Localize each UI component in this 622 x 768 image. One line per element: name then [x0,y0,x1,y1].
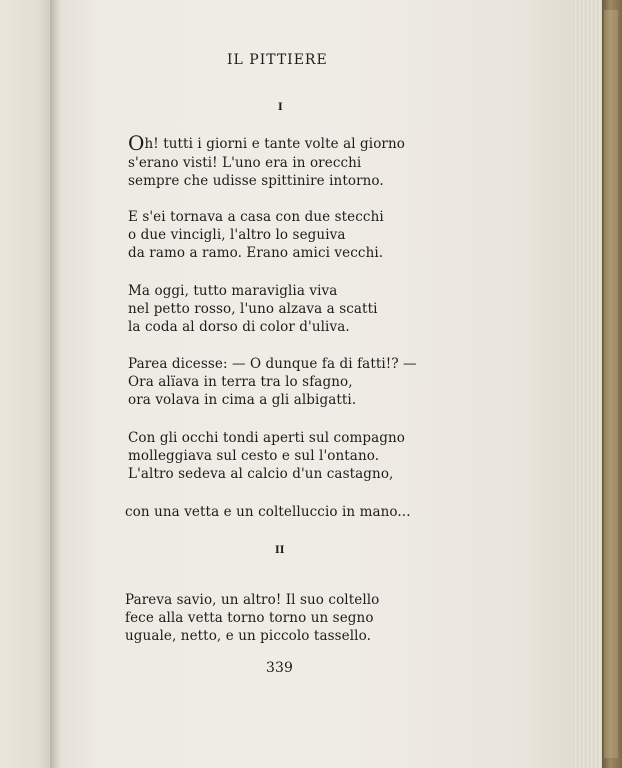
poem-line: E s'ei tornava a casa con due stecchi [128,209,384,225]
poem-line: nel petto rosso, l'uno alzava a scatti [128,301,378,317]
poem-line: molleggiava sul cesto e sul l'ontano. [128,448,380,464]
poem-line: Pareva savio, un altro! Il suo coltello [125,592,380,608]
poem-line: la coda al dorso di color d'uliva. [128,319,350,335]
poem-line: Parea dicesse: — O dunque fa di fatti!? — [128,356,417,372]
poem-line: Con gli occhi tondi aperti sul compagno [128,430,406,446]
page-edges [572,0,602,768]
section-number-2: II [275,545,285,556]
poem-line: s'erano visti! L'uno era in orecchi [128,155,362,171]
page-number: 339 [266,660,294,676]
poem-line-text: h! tutti i giorni e tante volte al giorno [144,136,405,152]
poem-line: sempre che udisse spittinire intorno. [128,173,384,189]
poem-title: IL PITTIERE [227,52,328,68]
poem-line: uguale, netto, e un piccolo tassello. [125,628,371,644]
cover-shadow [604,10,618,758]
poem-line: fece alla vetta torno torno un segno [125,610,374,626]
poem-line: Ora alïava in terra tra lo sfagno, [128,374,353,390]
facing-page [0,0,54,768]
poem-line: Ma oggi, tutto maraviglia viva [128,283,338,299]
poem-line: o due vincigli, l'altro lo seguiva [128,227,346,243]
poem-line: da ramo a ramo. Erano amici vecchi. [128,245,384,261]
poem-line: ora volava in cima a gli albigatti. [128,392,357,408]
poem-line: con una vetta e un coltelluccio in mano... [125,504,411,520]
poem-line: L'altro sedeva al calcio d'un castagno, [128,466,394,482]
poem-line [128,133,405,153]
drop-cap: O [128,131,145,155]
section-number-1: I [278,102,283,113]
